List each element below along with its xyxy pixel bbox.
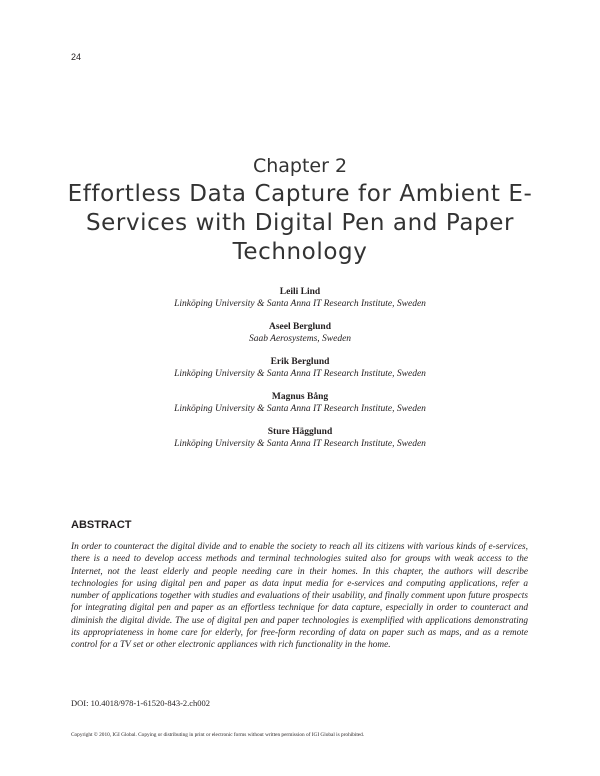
copyright-notice: Copyright © 2010, IGI Global. Copying or distributing in print or electronic forms without written permission of IGI Global is prohibited. <box>71 732 365 738</box>
chapter-label: Chapter 2 <box>252 155 348 177</box>
author-list <box>0 286 600 461</box>
doi: DOI: 10.4018/978-1-61520-843-2.ch002 <box>71 698 211 708</box>
author-name: Sture Hägglund <box>267 427 333 437</box>
author-entry <box>0 426 600 461</box>
abstract-body: In order to counteract the digital divide and to enable the society to reach all its citizens with various kinds of e-services, there is a need to develop access methods and terminal technologies suited also for groups with weak access to the Internet, not the least elderly and people needing care in their homes. In this chapter, the authors will describe technologies for using digital pen and paper as data input media for e-services and computing applications, refer a number of applications together with studies and evaluations of their usability, and finally comment upon future prospects for integrating digital pen and paper as an effortless technique for data capture, especially in order to counteract and diminish the digital divide. The use of digital pen and paper technologies is exemplified with applications demonstrating its appropriateness in home care for elderly, for free-form recording of data on paper such as maps, and as a remote control for a TV set or other electronic appliances with rich functionality in the home. <box>71 542 528 651</box>
author-affiliation: Linköping University & Santa Anna IT Research Institute, Sweden <box>174 299 426 309</box>
author-affiliation: Linköping University & Santa Anna IT Research Institute, Sweden <box>174 439 426 449</box>
page-number: 24 <box>71 52 82 62</box>
author-affiliation: Saab Aerosystems, Sweden <box>248 334 352 344</box>
author-name: Magnus Bång <box>271 392 329 402</box>
author-affiliation: Linköping University & Santa Anna IT Research Institute, Sweden <box>174 404 426 414</box>
author-entry <box>0 286 600 321</box>
chapter-title: Effortless Data Capture for Ambient E-Services with Digital Pen and Paper Technology <box>67 181 533 265</box>
author-entry <box>0 356 600 391</box>
author-entry <box>0 391 600 426</box>
author-name: Leili Lind <box>279 287 321 297</box>
abstract-heading: ABSTRACT <box>71 519 132 531</box>
author-name: Erik Berglund <box>270 357 330 367</box>
author-name: Aseel Berglund <box>268 322 331 332</box>
author-entry <box>0 321 600 356</box>
author-affiliation: Linköping University & Santa Anna IT Research Institute, Sweden <box>174 369 426 379</box>
